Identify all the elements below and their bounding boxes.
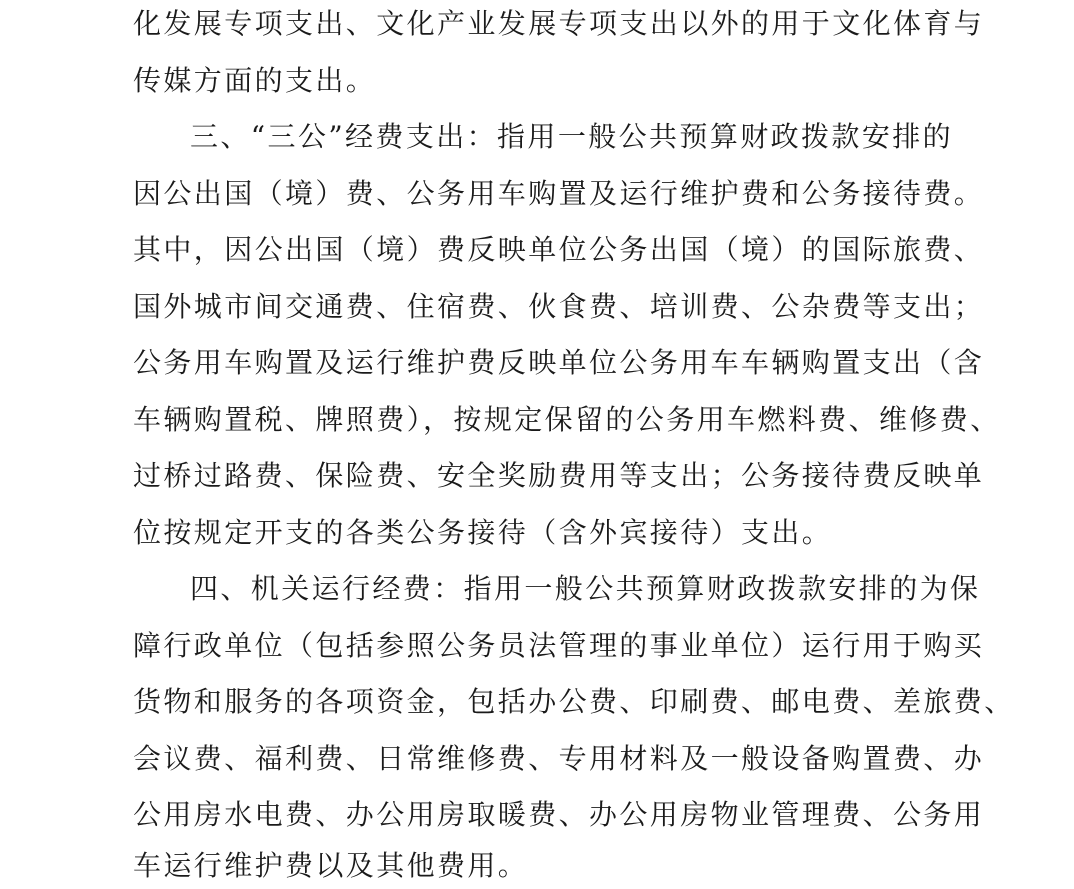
text-line: 公用房水电费、办公用房取暖费、办公用房物业管理费、公务用 bbox=[133, 798, 985, 831]
text-line: 车运行维护费以及其他费用。 bbox=[133, 849, 529, 882]
text-line: 会议费、福利费、日常维修费、专用材料及一般设备购置费、办 bbox=[133, 742, 985, 775]
text-line: 位按规定开支的各类公务接待（含外宾接待）支出。 bbox=[133, 516, 833, 549]
text-line: 其中，因公出国（境）费反映单位公务出国（境）的国际旅费、 bbox=[133, 233, 985, 266]
text-line: 传媒方面的支出。 bbox=[133, 64, 377, 97]
text-line: 国外城市间交通费、住宿费、伙食费、培训费、公杂费等支出； bbox=[133, 290, 985, 323]
text-line: 货物和服务的各项资金，包括办公费、印刷费、邮电费、差旅费、 bbox=[133, 685, 1015, 718]
text-line: 车辆购置税、牌照费），按规定保留的公务用车燃料费、维修费、 bbox=[133, 403, 1001, 436]
text-line: 过桥过路费、保险费、安全奖励费用等支出；公务接待费反映单 bbox=[133, 459, 985, 492]
text-line: 公务用车购置及运行维护费反映单位公务用车车辆购置支出（含 bbox=[133, 346, 985, 379]
text-line: 化发展专项支出、文化产业发展专项支出以外的用于文化体育与 bbox=[133, 7, 985, 40]
text-line: 障行政单位（包括参照公务员法管理的事业单位）运行用于购买 bbox=[133, 629, 985, 662]
text-line: 因公出国（境）费、公务用车购置及运行维护费和公务接待费。 bbox=[133, 177, 985, 210]
section-four-heading-line: 四、机关运行经费：指用一般公共预算财政拨款安排的为保 bbox=[190, 572, 981, 605]
section-three-heading-line: 三、“三公”经费支出：指用一般公共预算财政拨款安排的 bbox=[190, 120, 954, 153]
